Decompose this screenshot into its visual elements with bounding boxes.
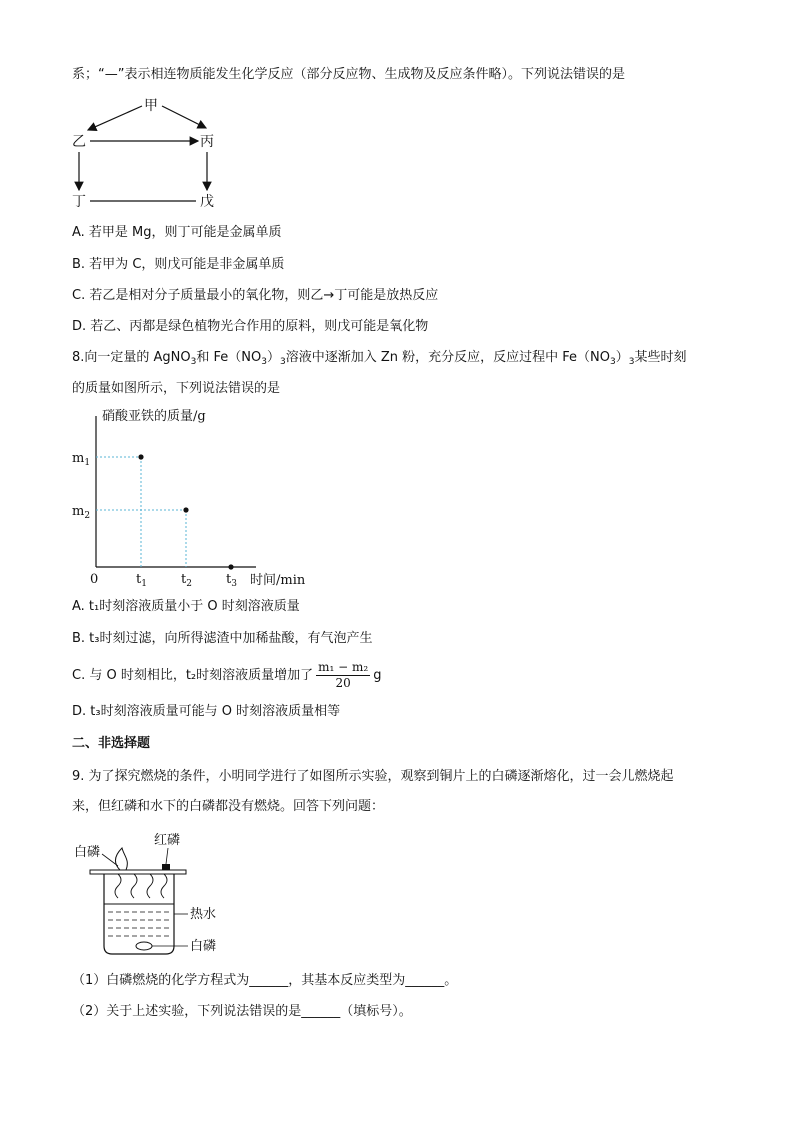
red-phosphorus [162,864,170,870]
q8-option-c: C. 与 O 时刻相比，t₂时刻溶液质量增加了 $\frac{\text{m₁ − m₂}}{20}$ g [72,660,382,690]
y-axis-label: 硝酸亚铁的质量/g [102,409,206,424]
origin-label: 0 [90,572,99,587]
q7-option-c: C. 若乙是相对分子质量最小的氧化物，则乙→丁可能是放热反应 [72,288,439,303]
q7-relation-diagram [66,92,236,217]
x-tick-label-t1: $t_1$ [136,572,147,589]
intro-line: 系；“—”表示相连物质能发生化学反应（部分反应物、生成物及反应条件略）。下列说法错误的是 [72,67,625,82]
q8-stem-line2: 的质量如图所示，下列说法错误的是 [72,381,281,396]
data-point-t3 [228,564,233,569]
data-point-t2 [183,507,188,512]
x-axis-label: 时间/min [250,573,306,588]
copper-plate [90,870,186,874]
q8-stem-line1: 8.向一定量的 AgNO$_3$和 $Fe(NO_3)_3$溶液中逐渐加入 Zn 粉，充分反应，反应过程中 $Fe(NO_3)_3$某些时刻 [72,350,687,367]
q9-stem-line2: 来，但红磷和水下的白磷都没有燃烧。回答下列问题： [72,799,385,814]
section-heading: 二、非选择题 [72,736,151,751]
label-white-phosphorus-top: 白磷 [74,845,101,860]
flame-icon [116,848,128,870]
q8-option-d: D. t₃时刻溶液质量可能与 O 时刻溶液质量相等 [72,704,341,719]
q7-option-d: D. 若乙、丙都是绿色植物光合作用的原料，则戊可能是氧化物 [72,319,429,334]
arrow-jia-yi [88,106,142,130]
q8-option-a: A. t₁时刻溶液质量小于 O 时刻溶液质量 [72,599,300,614]
y-tick-label-m1: $m_1$ [72,451,91,468]
x-tick-label-t3: $t_3$ [226,572,237,589]
fraction: $\frac{\text{m₁ − m₂}}{20}$ [318,660,369,690]
label-red-phosphorus: 红磷 [154,833,181,848]
label-white-phosphorus-bottom: 白磷 [190,939,217,954]
q7-option-b: B. 若甲为 C，则戊可能是非金属单质 [72,257,285,272]
q8-chart [66,404,326,590]
q9-subquestion-2: （2）关于上述实验，下列说法错误的是______（填标号）。 [72,1004,412,1019]
arrow-jia-bing [162,106,206,128]
y-tick-label-m2: $m_2$ [72,504,91,521]
q9-stem-line1: 9. 为了探究燃烧的条件，小明同学进行了如图所示实验，观察到铜片上的白磷逐渐熔化，过一会儿燃烧起 [72,769,674,784]
q8-option-b: B. t₃时刻过滤，向所得滤渣中加稀盐酸，有气泡产生 [72,631,373,646]
data-point-t1 [138,454,143,459]
underwater-white-phosphorus [136,942,152,950]
node-wu: 戊 [200,194,214,210]
node-ding: 丁 [72,194,86,210]
x-tick-label-t2: $t_2$ [181,572,192,589]
q7-option-a: A. 若甲是 Mg，则丁可能是金属单质 [72,225,282,240]
q8-number: 8. [72,350,85,365]
q9-apparatus-diagram [68,826,238,958]
node-bing: 丙 [200,134,214,150]
q9-subquestion-1: （1）白磷燃烧的化学方程式为______，其基本反应类型为______。 [72,973,458,988]
node-yi: 乙 [72,134,86,150]
label-hot-water: 热水 [190,907,217,922]
node-jia: 甲 [144,98,158,114]
